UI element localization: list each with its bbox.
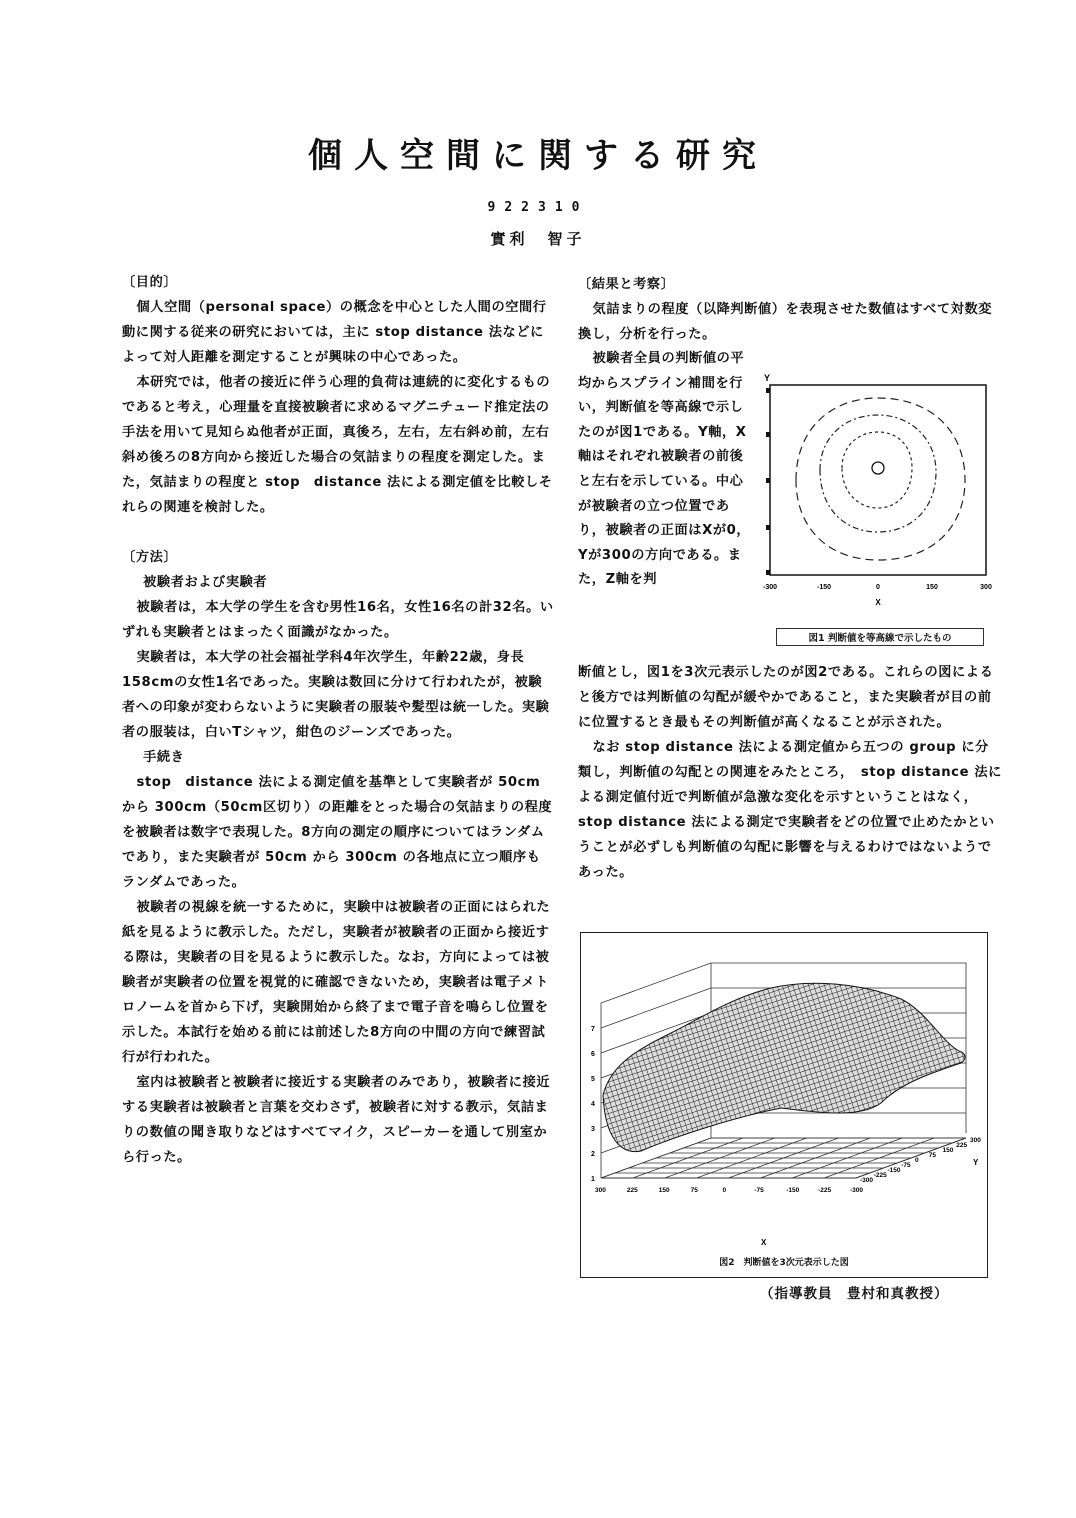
y-tick-mark-4: [766, 525, 770, 530]
fig2-z-tick: 5: [591, 1076, 595, 1083]
fig2-y-tick: -150: [887, 1167, 901, 1174]
fig2-y-tick: -225: [873, 1172, 887, 1179]
fig2-z-tick: 3: [591, 1126, 595, 1133]
fig2-y-tick: 300: [970, 1137, 981, 1144]
student-id: 922310: [487, 200, 589, 215]
fig2-x-tick: -300: [850, 1187, 864, 1194]
results-bottom: [578, 660, 1002, 885]
figure-2-caption: 図2 判断値を3次元表示した図: [719, 1258, 849, 1268]
purpose-heading: 〔目的〕: [122, 275, 178, 290]
fig2-y-tick: 150: [942, 1147, 954, 1154]
fig2-z-tick: 1: [591, 1176, 595, 1183]
fig1-x-tick: -300: [762, 584, 778, 591]
fig2-y-tick: -75: [901, 1162, 911, 1169]
fig1-x-label: X: [875, 598, 881, 607]
y-tick-mark-1: [766, 388, 770, 393]
page-title: 個人空間に関する研究: [308, 136, 768, 176]
y-tick-mark-2: [766, 432, 770, 437]
fig2-x-tick: 75: [690, 1187, 698, 1194]
contour-plot: [760, 360, 996, 628]
procedure-paragraph-3: 室内は被験者と被験者に接近する実験者のみであり，被験者に接近する実験者は被験者と言葉を交わさず，被験者に対する教示，気詰まりの数値の聞き取りなどはすべてマイク，スピーカーを通して別室から行った。: [122, 1075, 551, 1165]
author-name: 實利 智子: [490, 230, 586, 248]
fig1-x-tick: 150: [926, 584, 938, 591]
fig2-x-tick: 300: [595, 1187, 606, 1194]
procedure-heading: 手続き: [143, 750, 185, 765]
subjects-paragraph-2: 実験者は，本大学の社会福祉学科4年次学生，年齢22歳，身長158cmの女性1名であった。実験は数回に分けて行われたが，被験者への印象が変わらないように実験者の服装や髪型は統一した。実験者の服装は，白いTシャツ，紺色のジーンズであった。: [122, 650, 550, 740]
results-heading: 〔結果と考察〕: [578, 277, 675, 292]
z-axis-ticks: [591, 1026, 595, 1183]
figure-1-contour: [760, 360, 996, 650]
figure-2-surface: [580, 932, 988, 1278]
results-top: [578, 272, 1002, 347]
results-paragraph-3: なお stop distance 法による測定値から五つの group に分類し，判断値の勾配との関連をみたところ， stop distance 法による測定値付近で判断値が急激な変化を示すということはなく， stop distance 法による測定で実験者をどの位置で止めたかということが必ずしも判断値の勾配に影響を与えるわけではないようであった。: [578, 740, 1002, 880]
left-column: [122, 270, 554, 1170]
procedure-paragraph-2: 被験者の視線を統一するために，実験中は被験者の正面にはられた紙を見るように教示した。ただし，実験者が被験者の正面から接近する際は，実験者の目を見るように教示した。なお，方向によっては被験者が実験者の位置を視覚的に確認できないため，実験者は電子メトロノームを首から下げ，実験開始から終了まで電子音を鳴らし位置を示した。本試行を始める前には前述した8方向の中間の方向で練習試行が行われた。: [122, 900, 551, 1065]
fig2-z-tick: 6: [591, 1051, 595, 1058]
results-paragraph-2-start: 被験者全員の判断値の平均からスプライン補間を行い，判断値を等高線で示したのが図1である。Y軸，X軸はそれぞれ被験者の前後と左右を示している。中心が被験者の立つ位置であり，被験者の正面はXが0，Yが300の方向である。また，Z軸を判: [578, 351, 751, 588]
fig2-z-tick: 7: [591, 1026, 595, 1033]
fig2-z-tick: 4: [591, 1101, 595, 1108]
subjects-paragraph-1: 被験者は，本大学の学生を含む男性16名，女性16名の計32名。いずれも実験者とはまったく面識がなかった。: [122, 600, 554, 640]
fig2-x-tick: -225: [818, 1187, 832, 1194]
fig1-x-tick: -150: [816, 584, 832, 591]
surface-mesh: [603, 983, 968, 1151]
results-paragraph-2-cont: 断値とし，図1を3次元表示したのが図2である。これらの図によると後方では判断値の勾配が緩やかであること，また実験者が目の前に位置するとき最もその判断値が高くなることが示された。: [578, 665, 994, 730]
fig2-y-tick: 0: [915, 1157, 919, 1164]
plot-frame: [770, 385, 986, 575]
fig2-x-tick: 0: [722, 1187, 727, 1194]
fig2-x-label: X: [761, 1238, 767, 1247]
purpose-paragraph-1: 個人空間（personal space）の概念を中心とした人間の空間行動に関する従来の研究においては，主に stop distance 法などによって対人距離を測定することが興味の中心であった。: [122, 300, 547, 365]
fig1-x-tick: 0: [876, 584, 880, 591]
figure-1-caption: 図1 判断値を等高線で示したもの: [776, 628, 984, 646]
y-tick-mark-3: [766, 478, 770, 483]
subjects-heading: 被験者および実験者: [143, 575, 268, 590]
fig2-x-tick: 150: [658, 1187, 670, 1194]
advisor-credit: （指導教員 豊村和真教授）: [760, 1286, 949, 1302]
fig2-z-tick: 2: [591, 1151, 595, 1158]
fig2-x-tick: -150: [786, 1187, 800, 1194]
fig2-x-tick: -75: [754, 1187, 764, 1194]
fig2-x-tick: 225: [626, 1187, 638, 1194]
fig2-y-tick: -300: [860, 1177, 874, 1184]
fig2-y-label: Y: [973, 1158, 979, 1167]
method-heading: 〔方法〕: [122, 550, 178, 565]
purpose-paragraph-2: 本研究では，他者の接近に伴う心理的負荷は連続的に変化するものであると考え，心理量を直接被験者に求めるマグニチュード推定法の手法を用いて見知らぬ他者が正面，真後ろ，左右，左右斜め前，左右斜め後ろの8方向から接近した場合の気詰まりの程度を測定した。また，気詰まりの程度と stop distance 法による測定値を比較しそれらの関連を検討した。: [122, 375, 553, 515]
y-axis-ticks: [860, 1137, 981, 1184]
fig1-x-tick: 300: [980, 584, 992, 591]
fig2-y-tick: 75: [928, 1152, 936, 1159]
surface-plot: [581, 933, 987, 1253]
fig2-y-tick: 225: [956, 1142, 968, 1149]
x-axis-ticks: [595, 1187, 863, 1194]
results-wrap-text: [578, 347, 754, 593]
results-paragraph-1: 気詰まりの程度（以降判断値）を表現させた数値はすべて対数変換し，分析を行った。: [578, 302, 993, 342]
y-tick-mark-5: [766, 570, 770, 575]
fig1-y-label: Y: [764, 373, 771, 383]
procedure-paragraph-1: stop distance 法による測定値を基準として実験者が 50cm から 300cm（50cm区切り）の距離をとった場合の気詰まりの程度を被験者は数字で表現した。8方向の測定の順序についてはランダムであり，また実験者が 50cm から 300cm の各地点に立つ順序もランダムであった。: [122, 775, 553, 890]
